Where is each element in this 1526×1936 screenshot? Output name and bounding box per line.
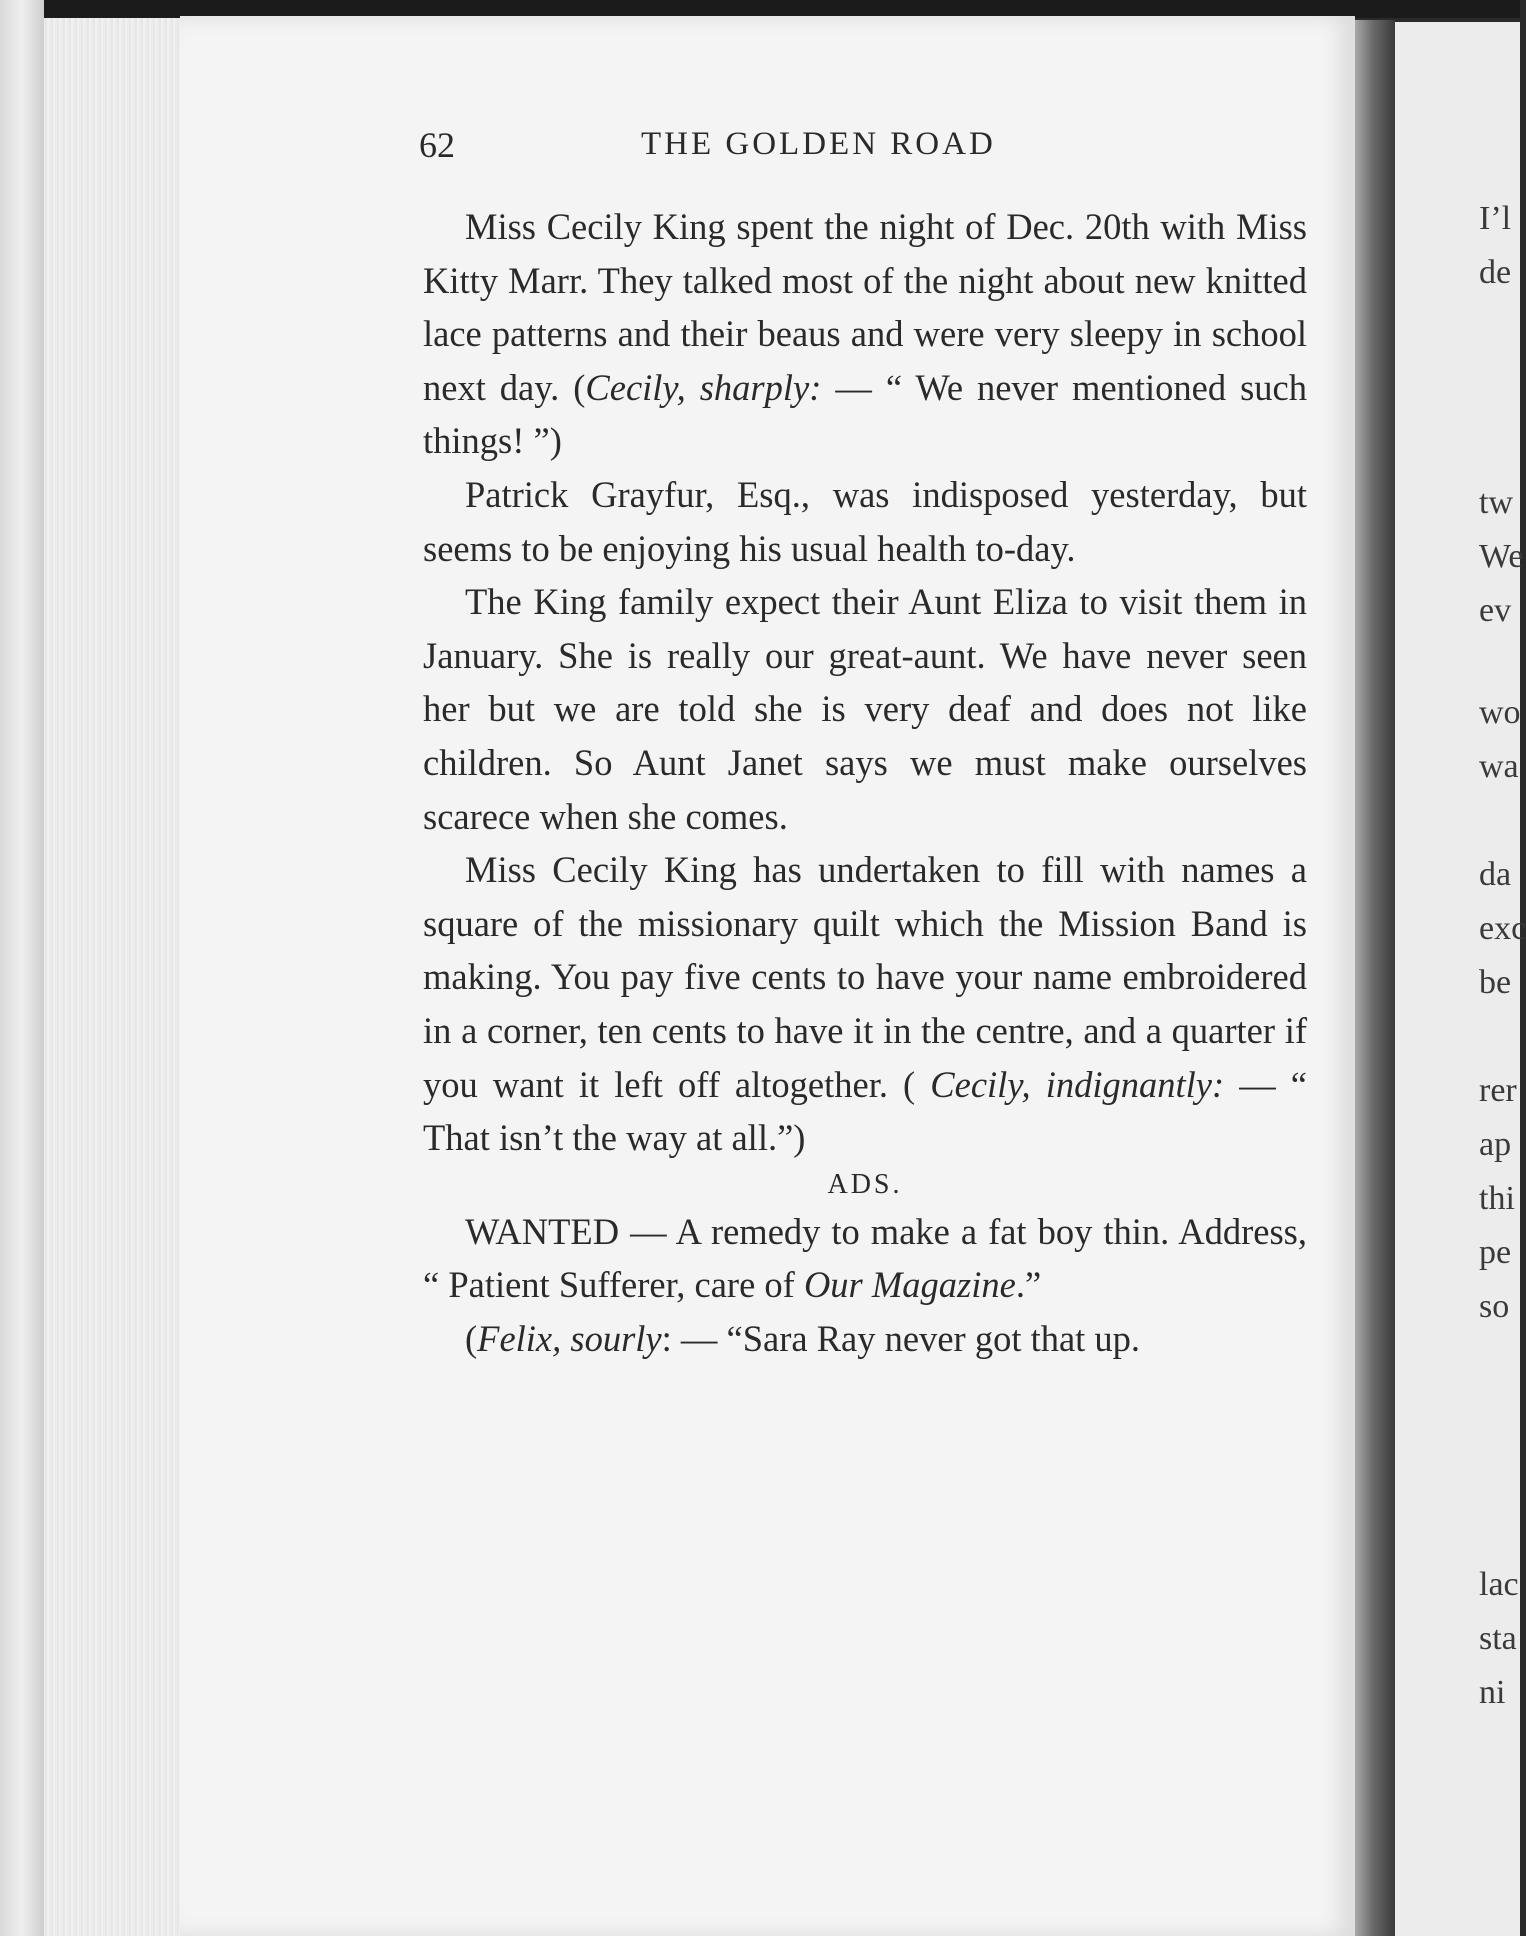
felix-aside [423,1312,1307,1366]
paragraph-missionary-quilt [423,843,1307,1165]
paragraph-text: Miss Cecily King spent the night of Dec. 20th with Miss Kitty Marr. They talked most of the night about new knitted lace patterns and their beaus and were very sleepy in school next day. ( [423,206,1307,408]
book-title: THE GOLDEN ROAD [641,126,996,162]
facing-page-fragment: wo [1479,694,1521,731]
ad-text: WANTED — A remedy to make a fat boy thin. Address, “ Patient Sufferer, care of [423,1210,1307,1306]
aside-speaker: Cecily, indignantly: [930,1063,1225,1105]
aside-text: — “ We never mentioned such things! ”) [423,366,1308,462]
paragraph-text: Miss Cecily King has undertaken to fill with names a square of the missionary quilt which the Mission Band is making. You pay five cents to have your name embroidered in a corner, ten cents to have it in the centre, and a quarter if you want it left off altogether. ( [423,849,1307,1105]
paragraph-aunt-eliza: The King family expect their Aunt Eliza to visit them in January. She is really our great-aunt. We have never seen her but we are told she is very deaf and does not like children. So Aunt Janet says we must make ourselves scarece when she comes. [423,581,1307,837]
facing-page-fragment: da [1479,856,1512,893]
facing-page-fragment: ap [1479,1126,1512,1163]
book-gutter [1355,20,1395,1936]
paragraph-patrick-grayfur: Patrick Grayfur, Esq., was indisposed yesterday, but seems to be enjoying his usual health to-day. [423,473,1307,569]
facing-page-fragment: be [1479,964,1512,1001]
facing-page-fragment: lac [1479,1566,1519,1603]
running-head [419,124,1079,170]
aside-text: — “ That isn’t the way at all.”) [423,1063,1308,1159]
facing-page-fragment: ev [1479,592,1512,629]
facing-page-fragment: I’l [1479,200,1512,237]
book-left-edge [0,0,44,1936]
magazine-title: Our Magazine [803,1264,1016,1306]
facing-page-fragment: pe [1479,1234,1512,1271]
facing-page-fragment: tw [1479,484,1513,521]
facing-page-fragment: rer [1479,1072,1517,1109]
facing-page-fragment: ni [1479,1674,1506,1711]
ads-heading: ADS. [827,1168,903,1200]
ad-text-end: .” [1015,1264,1042,1306]
facing-page-fragment: wa [1479,748,1519,785]
page-number: 62 [419,125,455,165]
aside-open: ( [465,1317,478,1359]
aside-text: : — “Sara Ray never got that up. [661,1317,1141,1359]
facing-page-fragment: thi [1479,1180,1515,1217]
aside-speaker: Cecily, sharply: [585,366,822,408]
aside-speaker: Felix, sourly [477,1317,662,1359]
facing-page-fragment: sta [1479,1620,1517,1657]
facing-page-fragment: exc [1479,910,1526,947]
facing-page-fragment: de [1479,254,1512,291]
facing-page-fragment: We [1479,538,1524,575]
facing-page [1395,22,1526,1936]
facing-page-fragment: so [1479,1288,1510,1325]
page-body [423,200,1307,1365]
paragraph-cecily-visit [423,200,1307,468]
ad-wanted [423,1205,1307,1312]
page-stack-edges [44,18,184,1936]
